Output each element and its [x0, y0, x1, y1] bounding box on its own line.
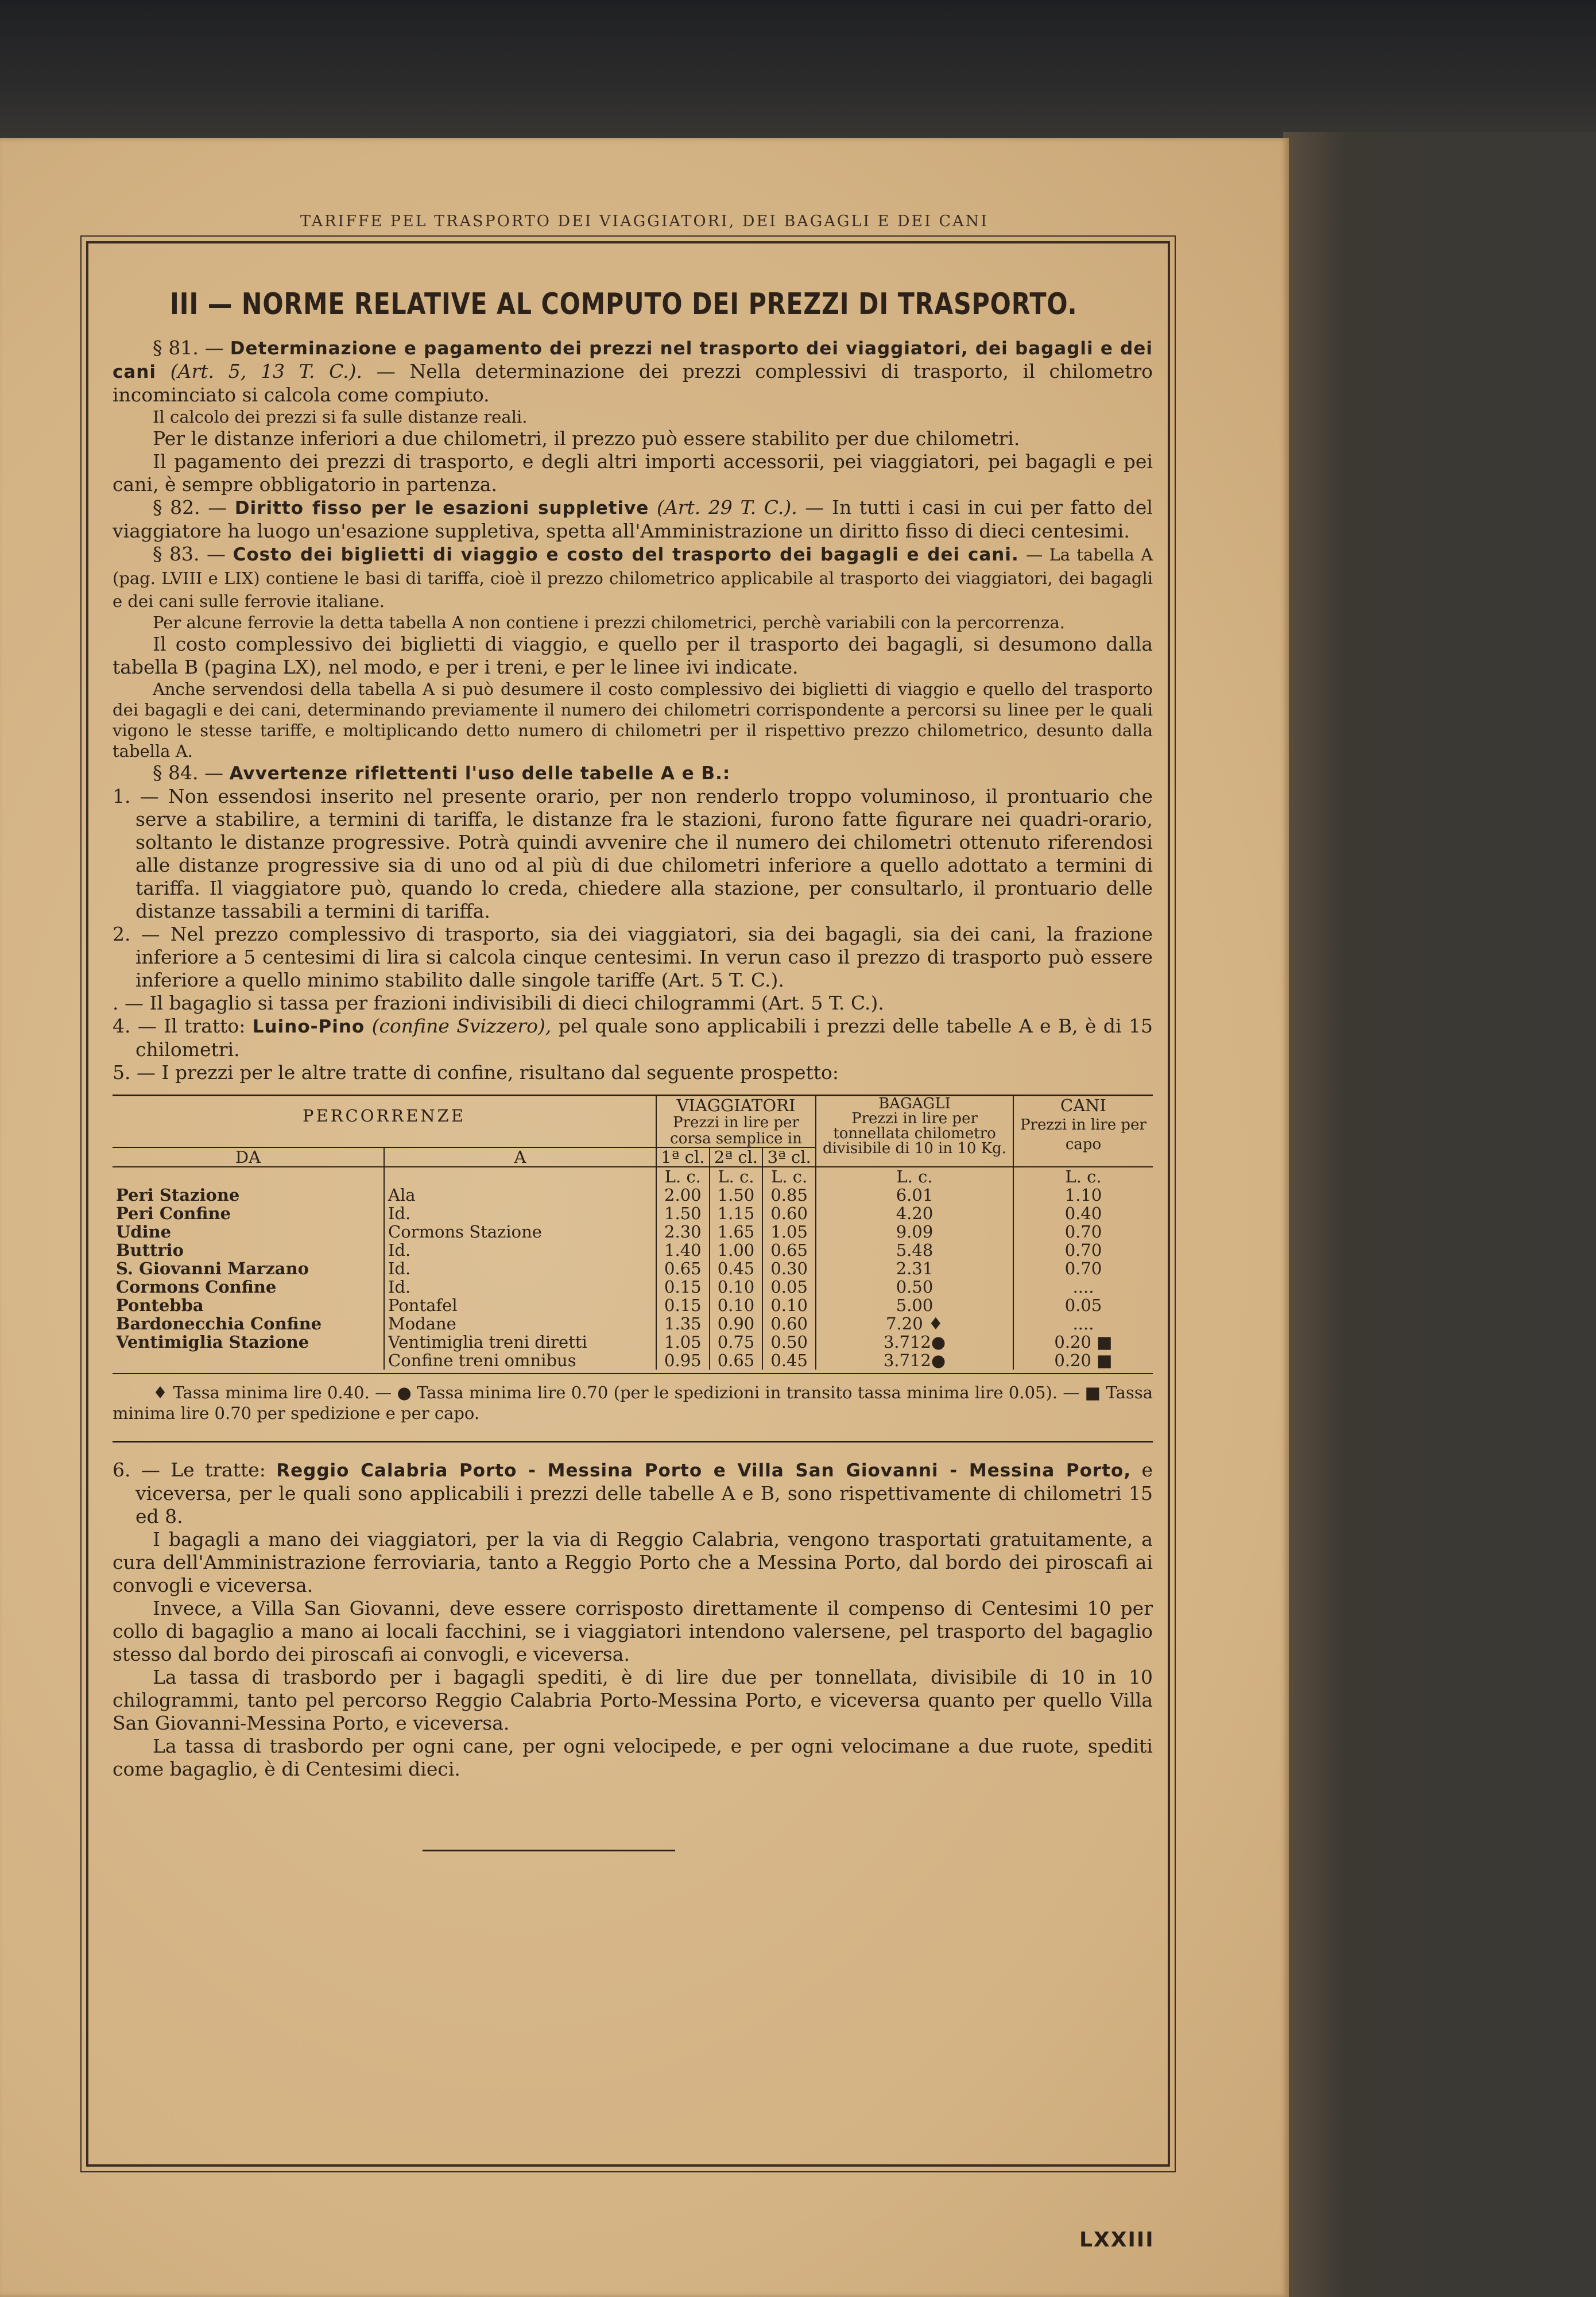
section-number: § 83. —	[153, 543, 226, 565]
para-83-2: Per alcune ferrovie la detta tabella A non contiene i prezzi chilometrici, perchè variabili con la percorrenza.	[153, 613, 1065, 632]
item-3: . — Il bagaglio si tassa per frazioni indivisibili di dieci chilogrammi (Art. 5 T. C.).	[113, 992, 884, 1014]
paragraph-text: — La tabella A (pag. LVIII e LIX) contiene le basi di tariffa, cioè il prezzo chilometrico applicabile al trasporto dei viaggiatori, dei bagagli e dei cani sulle ferrovie italiane.	[113, 545, 1153, 611]
section-divider	[113, 1441, 1153, 1443]
para-83	[113, 543, 1153, 612]
cell-c1: 1.40	[656, 1241, 710, 1259]
section-number: § 82. —	[153, 496, 227, 519]
cell-a: Id.	[384, 1278, 656, 1296]
table-row	[113, 1186, 1153, 1204]
bagagli-label: BAGAGLI	[878, 1095, 951, 1112]
para-6-1: I bagagli a mano dei viaggiatori, per la via di Reggio Calabria, vengono trasportati gratuitamente, a cura dell'Amministrazione ferroviaria, tanto a Reggio Porto che a Messina Porto, dal bordo dei piroscafi ai convogli e viceversa.	[113, 1528, 1153, 1596]
closing-rule	[423, 1850, 675, 1851]
cell-cani: 0.20 ■	[1013, 1351, 1153, 1370]
cell-cani: 0.70	[1013, 1259, 1153, 1278]
cell-da: Buttrio	[116, 1240, 184, 1260]
cell-c3: 0.10	[762, 1296, 816, 1314]
section-title: III — NORME RELATIVE AL COMPUTO DEI PREZZI DI TRASPORTO.	[170, 287, 1078, 322]
cell-cani: 1.10	[1013, 1186, 1153, 1204]
paragraph-text: — Nella determinazione dei prezzi complessivi di trasporto, il chilometro incominciato si calcola come compiuto.	[113, 360, 1153, 406]
border-tariff-table	[113, 1095, 1153, 1374]
col-viaggiatori: VIAGGIATORI	[656, 1096, 816, 1115]
table-row	[113, 1259, 1153, 1278]
article-ref: (Art. 5, 13 T. C.).	[170, 360, 363, 382]
cell-a: Ala	[384, 1186, 656, 1204]
col-cl2: 2ª cl.	[710, 1147, 763, 1167]
item-text: e viceversa, per le quali sono applicabili i prezzi delle tabelle A e B, sono rispettivamente di chilometri 15 ed 8.	[135, 1459, 1153, 1528]
cell-bag: 5.00	[816, 1296, 1013, 1314]
unit-label: L. c.	[1013, 1167, 1153, 1186]
col-cani	[1013, 1096, 1153, 1167]
section-number: § 81. —	[153, 337, 224, 359]
page-number: LXXIII	[1079, 2228, 1155, 2252]
cell-cani: 0.40	[1013, 1204, 1153, 1223]
cell-c1: 0.65	[656, 1259, 710, 1278]
cell-a: Confine treni omnibus	[384, 1351, 656, 1370]
item-lead: 4. — Il tratto:	[113, 1015, 246, 1037]
cell-c1: 0.95	[656, 1351, 710, 1370]
cell-c2: 1.50	[710, 1186, 763, 1204]
col-cl3: 3ª cl.	[762, 1147, 816, 1167]
unit-label: L. c.	[710, 1167, 763, 1186]
col-percorrenze: PERCORRENZE	[113, 1096, 656, 1148]
item-note: (confine Svizzero),	[371, 1015, 552, 1037]
para-82	[113, 496, 1153, 543]
book-page	[0, 138, 1289, 2297]
cell-c1: 1.35	[656, 1314, 710, 1333]
cell-c2: 1.15	[710, 1204, 763, 1223]
cell-c2: 0.10	[710, 1278, 763, 1296]
cell-da: Pontebba	[116, 1296, 204, 1315]
cell-cani: 0.70	[1013, 1241, 1153, 1259]
cell-cani: 0.05	[1013, 1296, 1153, 1314]
cell-c3: 0.65	[762, 1241, 816, 1259]
paragraph-text: — In tutti i casi in cui per fatto del viaggiatore ha luogo un'esazione suppletiva, spetta all'Amministrazione un diritto fisso di dieci centesimi.	[113, 496, 1153, 542]
cell-da: Cormons Confine	[116, 1277, 277, 1297]
cell-c1: 1.05	[656, 1333, 710, 1351]
cell-c2: 0.65	[710, 1351, 763, 1370]
page-content	[113, 287, 1153, 1851]
cell-c2: 0.45	[710, 1259, 763, 1278]
cell-c2: 1.65	[710, 1223, 763, 1241]
cell-bag: 3.712●	[816, 1351, 1013, 1370]
cell-c1: 2.00	[656, 1186, 710, 1204]
table-row	[113, 1314, 1153, 1333]
item-lead: 6. — Le tratte:	[113, 1459, 266, 1481]
cell-bag: 3.712●	[816, 1333, 1013, 1351]
cell-c2: 0.90	[710, 1314, 763, 1333]
cell-cani: 0.20 ■	[1013, 1333, 1153, 1351]
cell-a: Id.	[384, 1204, 656, 1223]
section-heading: Costo dei biglietti di viaggio e costo del trasporto dei bagagli e dei cani.	[233, 544, 1019, 565]
bagagli-sub: Prezzi in lire per tonnellata chilometro divisibile di 10 in 10 Kg.	[822, 1110, 1007, 1157]
cell-c3: 1.05	[762, 1223, 816, 1241]
item-5: 5. — I prezzi per le altre tratte di confine, risultano dal seguente prospetto:	[113, 1061, 839, 1084]
item-route: Luino-Pino	[252, 1016, 365, 1037]
running-header: TARIFFE PEL TRASPORTO DEI VIAGGIATORI, DEI BAGAGLI E DEI CANI	[300, 212, 989, 230]
cell-da	[113, 1351, 384, 1370]
table-row	[113, 1296, 1153, 1314]
unit-label: L. c.	[762, 1167, 816, 1186]
cell-da: Ventimiglia Stazione	[116, 1332, 309, 1352]
cell-da: Bardonecchia Confine	[116, 1314, 322, 1333]
cell-cani: ....	[1013, 1314, 1153, 1333]
cell-c3: 0.60	[762, 1204, 816, 1223]
cell-da: Peri Confine	[116, 1204, 231, 1223]
cell-da: Peri Stazione	[116, 1185, 240, 1205]
cell-cani: 0.70	[1013, 1223, 1153, 1241]
cell-bag: 6.01	[816, 1186, 1013, 1204]
para-81-2: Il calcolo dei prezzi si fa sulle distanze reali.	[153, 407, 528, 427]
section-number: § 84. —	[153, 761, 223, 784]
item-4	[113, 1015, 1153, 1061]
unit-label: L. c.	[816, 1167, 1013, 1186]
col-cl1: 1ª cl.	[656, 1147, 710, 1167]
section-heading: Determinazione e pagamento dei prezzi nel trasporto dei viaggiatori, dei bagagli e dei cani	[113, 338, 1153, 382]
cell-a: Modane	[384, 1314, 656, 1333]
para-83-3: Il costo complessivo dei biglietti di viaggio, e quello per il trasporto dei bagagli, si desumono dalla tabella B (pagina LX), nel modo, e per i treni, e per le linee ivi indicate.	[113, 633, 1153, 678]
cell-c3: 0.85	[762, 1186, 816, 1204]
table-row	[113, 1223, 1153, 1241]
para-6-3: La tassa di trasbordo per i bagagli spediti, è di lire due per tonnellata, divisibile di 10 in 10 chilogrammi, tanto pel percorso Reggio Calabria Porto-Messina Porto, e viceversa quanto per quello Villa San Giovanni-Messina Porto, e viceversa.	[113, 1666, 1153, 1734]
cell-c3: 0.05	[762, 1278, 816, 1296]
table-row	[113, 1278, 1153, 1296]
table-footnote: ♦ Tassa minima lire 0.40. — ● Tassa minima lire 0.70 (per le spedizioni in transito tassa minima lire 0.05). — ■ Tassa minima lire 0.70 per spedizione e per capo.	[113, 1383, 1153, 1423]
scan-background-top	[0, 0, 1596, 149]
table-row	[113, 1204, 1153, 1223]
para-6-4: La tassa di trasbordo per ogni cane, per ogni velocipede, e per ogni velocimane a due ruote, spediti come bagaglio, è di Centesimi dieci.	[113, 1735, 1153, 1780]
col-da: DA	[113, 1147, 384, 1167]
cell-c3: 0.30	[762, 1259, 816, 1278]
cani-sub: Prezzi in lire per capo	[1020, 1116, 1146, 1153]
cell-a: Cormons Stazione	[384, 1223, 656, 1241]
table-row	[113, 1351, 1153, 1370]
article-ref: (Art. 29 T. C.).	[657, 496, 797, 519]
cell-bag: 2.31	[816, 1259, 1013, 1278]
unit-label: L. c.	[656, 1167, 710, 1186]
para-6-2: Invece, a Villa San Giovanni, deve essere corrisposto direttamente il compenso di Centesimi 10 per collo di bagaglio a mano ai locali facchini, se i viaggiatori intendono valersene, pel trasporto del bagaglio stesso dal bordo dei piroscafi ai convogli, e viceversa.	[113, 1597, 1153, 1665]
cell-a: Id.	[384, 1259, 656, 1278]
viaggiatori-sub: Prezzi in lire per corsa semplice in	[656, 1115, 816, 1147]
cell-c1: 1.50	[656, 1204, 710, 1223]
item-2: 2. — Nel prezzo complessivo di trasporto, sia dei viaggiatori, sia dei bagagli, sia dei cani, la frazione inferiore a 5 centesimi di lira si calcola cinque centesimi. In verun caso il prezzo di trasporto può essere inferiore a quello minimo stabilito dalle singole tariffe (Art. 5 T. C.).	[113, 923, 1153, 991]
item-6	[113, 1459, 1153, 1528]
table-row	[113, 1241, 1153, 1259]
table-row	[113, 1333, 1153, 1351]
item-routes: Reggio Calabria Porto - Messina Porto e Villa San Giovanni - Messina Porto,	[276, 1460, 1132, 1481]
cell-a: Pontafel	[384, 1296, 656, 1314]
col-a: A	[384, 1147, 656, 1167]
cell-c2: 0.75	[710, 1333, 763, 1351]
cell-cani: ....	[1013, 1278, 1153, 1296]
cell-bag: 9.09	[816, 1223, 1013, 1241]
item-1: 1. — Non essendosi inserito nel presente orario, per non renderlo troppo voluminoso, il prontuario che serve a stabilire, a termini di tariffa, le distanze fra le stazioni, furono fatte figurare nei quadri-orario, soltanto le distanze progressive. Potrà quindi avvenire che il numero dei chilometri ottenuto riferendosi alle distanze progressive sia di uno od al più di due chilometri inferiore a quello adottato a termini di tariffa. Il viaggiatore può, quando lo creda, chiedere alla stazione, per consultarlo, il prontuario delle distanze tassabili a termini di tariffa.	[113, 785, 1153, 922]
cell-c1: 2.30	[656, 1223, 710, 1241]
cell-bag: 4.20	[816, 1204, 1013, 1223]
cell-da: S. Giovanni Marzano	[116, 1259, 309, 1278]
cell-c2: 1.00	[710, 1241, 763, 1259]
cell-c2: 0.10	[710, 1296, 763, 1314]
cell-bag: 7.20 ♦	[816, 1314, 1013, 1333]
para-83-4: Anche servendosi della tabella A si può desumere il costo complessivo dei biglietti di viaggio e quello del trasporto dei bagagli e dei cani, determinando previamente il numero dei chilometri corrispondente a percorsi su linee per le quali vigono le stesse tariffe, e moltiplicando detto numero di chilometri per il rispettivo prezzo chilometrico, desunto dalla tabella A.	[113, 679, 1153, 761]
item-text: pel quale sono applicabili i prezzi delle tabelle A e B, è di 15 chilometri.	[135, 1015, 1153, 1061]
para-84	[113, 761, 1153, 785]
section-heading: Diritto fisso per le esazioni suppletive	[234, 498, 649, 519]
cell-da: Udine	[116, 1222, 172, 1242]
cell-c3: 0.45	[762, 1351, 816, 1370]
cell-a: Id.	[384, 1241, 656, 1259]
section-heading: Avvertenze riflettenti l'uso delle tabelle A e B.:	[229, 763, 731, 784]
cell-c1: 0.15	[656, 1296, 710, 1314]
cell-c3: 0.60	[762, 1314, 816, 1333]
cell-c1: 0.15	[656, 1278, 710, 1296]
cell-a: Ventimiglia treni diretti	[384, 1333, 656, 1351]
para-81	[113, 337, 1153, 407]
cani-label: CANI	[1060, 1096, 1106, 1115]
cell-c3: 0.50	[762, 1333, 816, 1351]
para-81-3: Per le distanze inferiori a due chilometri, il prezzo può essere stabilito per due chilometri.	[153, 427, 1020, 450]
cell-bag: 0.50	[816, 1278, 1013, 1296]
scan-background-right	[1283, 132, 1596, 2297]
para-81-4: Il pagamento dei prezzi di trasporto, e degli altri importi accessorii, pei viaggiatori, pei bagagli e pei cani, è sempre obbligatorio in partenza.	[113, 450, 1153, 496]
cell-bag: 5.48	[816, 1241, 1013, 1259]
col-bagagli	[816, 1096, 1013, 1167]
